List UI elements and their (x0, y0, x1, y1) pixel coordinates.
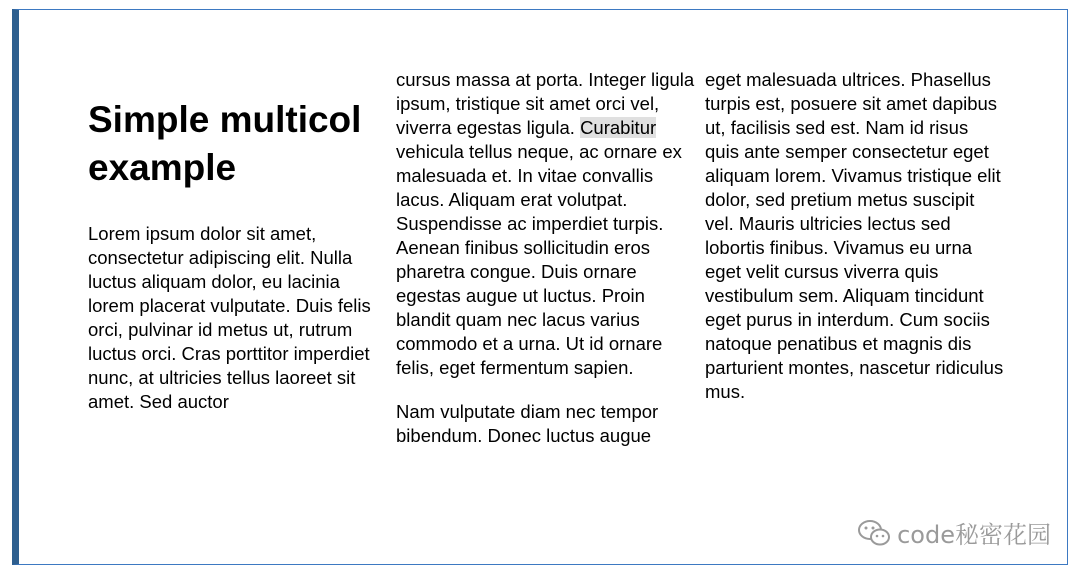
multicol-container (12, 9, 1068, 565)
column-2 (396, 68, 696, 468)
column-2-text-start: cursus massa at porta. Integer ligula ipsum, tristique sit amet orci vel, viverra egestas ligula. (396, 69, 695, 138)
page-title: Simple multicol example (88, 99, 362, 188)
column-2-paragraph-2: Nam vulputate diam nec tempor bibendum. Donec luctus augue (396, 401, 659, 446)
watermark (857, 515, 1051, 550)
column-2-text-end: vehicula tellus neque, ac ornare ex malesuada et. In vitae convallis lacus. Aliquam erat volutpat. Suspendisse ac imperdiet turpis. Aenean finibus sollicitudin eros pharetra congue. Duis ornare egestas augue ut luctus. Proin blandit quam nec lacus varius commodo et a urna. Ut id ornare felis, eget fermentum sapien. (396, 141, 682, 378)
column-1-text: Lorem ipsum dolor sit amet, consectetur adipiscing elit. Nulla luctus aliquam dolor, eu lacinia lorem placerat vulputate. Duis felis orci, pulvinar id metus ut, rutrum luctus orci. Cras porttitor imperdiet nunc, at ultricies tellus laoreet sit amet. Sed auctor (88, 223, 371, 412)
column-2-paragraph-1 (396, 68, 696, 380)
column-1 (88, 10, 388, 434)
column-3 (705, 68, 1005, 424)
column-3-text: eget malesuada ultrices. Phasellus turpis est, posuere sit amet dapibus ut, facilisis sed est. Nam id risus quis ante semper consectetur eget aliquam lorem. Vivamus tristique elit dolor, sed pretium metus suscipit vel. Mauris ultricies lectus sed lobortis finibus. Vivamus eu urna eget velit cursus viverra quis vestibulum sem. Aliquam tincidunt eget purus in interdum. Cum sociis natoque penatibus et magnis dis parturient montes, nascetur ridiculus mus. (705, 69, 1004, 402)
watermark-text: code秘密花园 (897, 521, 1051, 549)
highlighted-word: Curabitur (580, 117, 657, 138)
wechat-icon (857, 519, 891, 547)
